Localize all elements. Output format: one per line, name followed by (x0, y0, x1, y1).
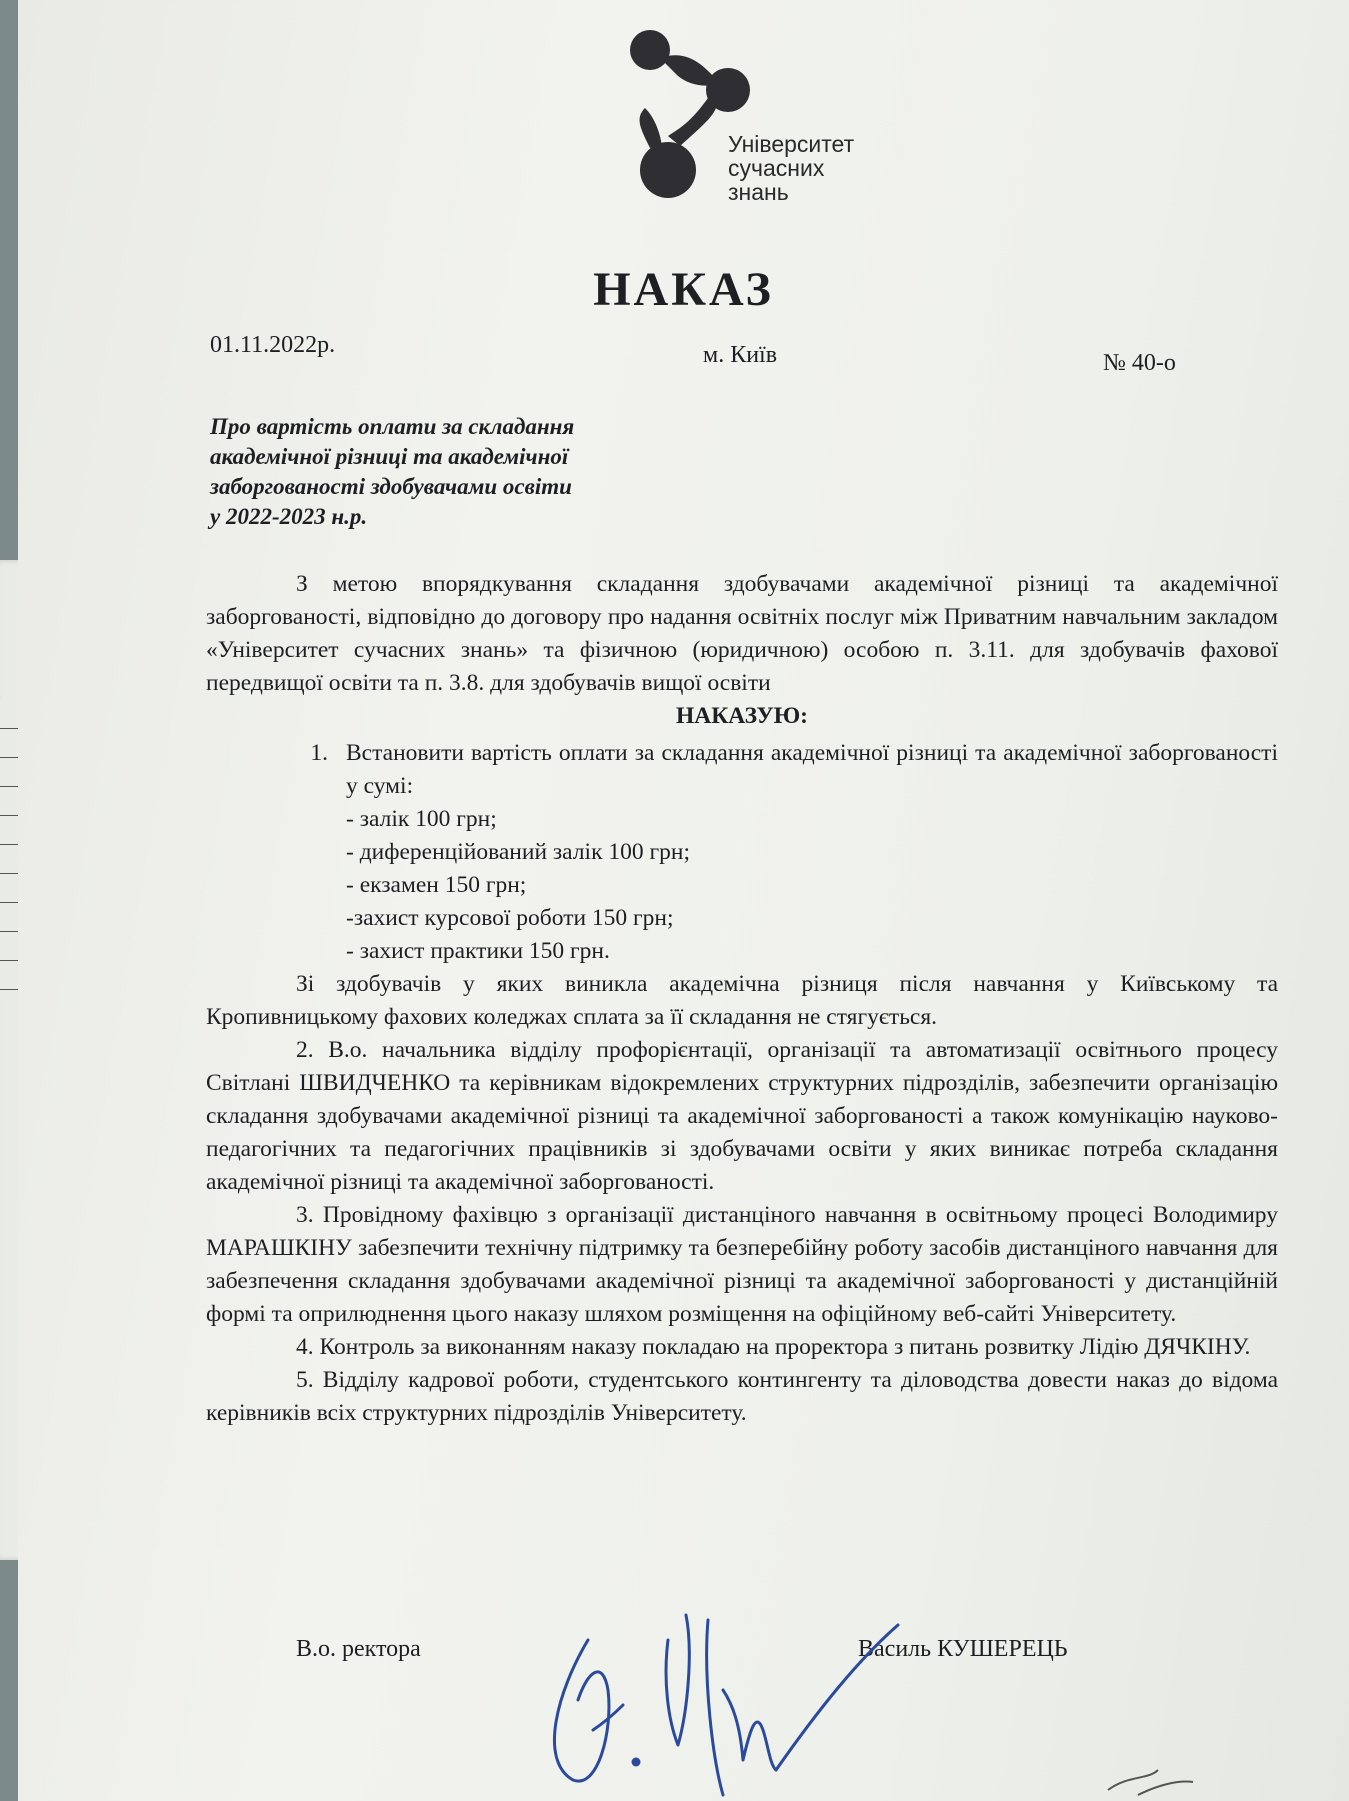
order-item-2: 2. В.о. начальника відділу профорієнтації, організації та автоматизації освітнього процесу Світлані ШВИДЧЕНКО та керівникам відокремлених структурних підрозділів, забезпечити організацію складання здобувачами академічної різниці та академічної заборгованості а також комунікацію науково-педагогічних та педагогічних працівників зі здобувачами освіти у яких виникає потреба складання академічної різниці та академічної заборгованості. (206, 1037, 1278, 1195)
price-item: - диференційований залік 100 грн; (346, 839, 690, 865)
subject-line: Про вартість оплати за складання (210, 414, 575, 439)
price-item: - залік 100 грн; (346, 806, 497, 832)
order-subject (210, 412, 690, 532)
subject-line: заборгованості здобувачами освіти (210, 474, 572, 499)
subject-line: академічної різниці та академічної (210, 444, 569, 469)
order-item-1 (206, 737, 1278, 1034)
order-item-4: 4. Контроль за виконанням наказу покладаю на проректора з питань розвитку Лідію ДЯЧКІНУ. (296, 1334, 1251, 1360)
document-title: НАКАЗ (593, 263, 774, 316)
document-page (18, 0, 1349, 1801)
price-item: - екзамен 150 грн; (346, 872, 527, 898)
signatory-position: В.о. ректора (296, 1636, 421, 1662)
order-body (206, 568, 1278, 1430)
logo-line-1: Університет (728, 131, 855, 157)
corner-mark (1098, 1760, 1198, 1801)
logo-line-2: сучасних (728, 155, 825, 181)
university-logo (620, 28, 890, 208)
document-number: № 40-о (1103, 350, 1176, 376)
logo-line-3: знань (728, 179, 789, 205)
document-city: м. Київ (703, 342, 778, 368)
signatory-name: Василь КУШЕРЕЦЬ (858, 1636, 1068, 1662)
handwritten-signature (518, 1530, 938, 1801)
intro-paragraph: З метою впорядкування складання здобувачами академічної різниці та академічної заборгованості, відповідно до договору про надання освітніх послуг між Приватним навчальним закладом «Університет сучасних знань» та фізичною (юридичною) особою п. 3.11. для здобувачів фахової передвищої освіти та п. 3.8. для здобувачів вищої освіти (206, 571, 1278, 696)
price-list (206, 803, 1278, 968)
subject-line: у 2022-2023 н.р. (210, 504, 368, 529)
order-item-5: 5. Відділу кадрової роботи, студентського контингенту та діловодства довести наказ до відома керівників всіх структурних підрозділів Університету. (206, 1367, 1278, 1426)
price-item: - захист практики 150 грн. (346, 938, 610, 964)
item-number: 1. (310, 740, 328, 766)
order-word: НАКАЗУЮ: (675, 703, 809, 729)
document-date: 01.11.2022р. (210, 332, 336, 358)
order-item-3: 3. Провідному фахівцю з організації дистанціного навчання в освітньому процесі Володимиру МАРАШКІНУ забезпечити технічну підтримку та безперебійну роботу засобів дистанціного навчання для забезпечення складання здобувачами академічної різниці та академічної заборгованості у дистанційній формі та оприлюднення цього наказу шляхом розміщення на офіційному веб-сайті Університету. (206, 1202, 1278, 1327)
logo-text (728, 132, 854, 204)
exemption-note: Зі здобувачів у яких виникла академічна різниця після навчання у Київському та Кропивницькому фахових коледжах сплата за її складання не стягується. (206, 971, 1278, 1030)
price-item: -захист курсової роботи 150 грн; (346, 905, 674, 931)
item-text: Встановити вартість оплати за складання академічної різниці та академічної заборгованості у сумі: (346, 740, 1278, 799)
